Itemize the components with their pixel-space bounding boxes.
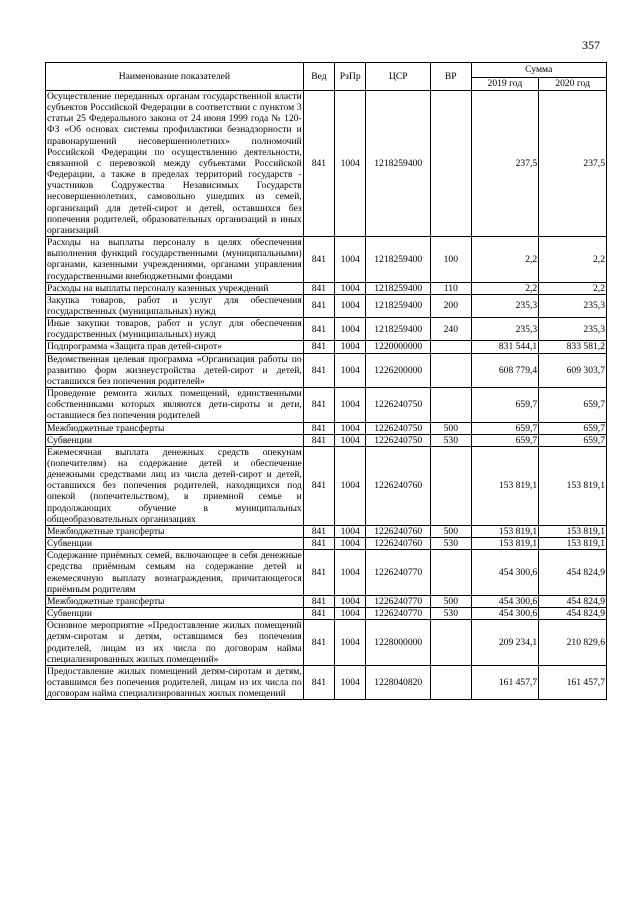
row-csr: 1218259400 [366,282,431,294]
row-ved: 841 [303,620,334,666]
table-row [46,294,607,317]
row-amount-2019: 454 300,6 [471,550,539,596]
row-rzpr: 1004 [335,434,366,446]
row-amount-2019: 659,7 [471,388,539,422]
row-amount-2020: 153 819,1 [539,538,607,550]
row-rzpr: 1004 [335,282,366,294]
row-vr: 100 [431,237,471,283]
row-amount-2020: 235,3 [539,318,607,341]
row-amount-2019: 235,3 [471,294,539,317]
row-name: Субвенции [46,434,304,446]
row-vr: 500 [431,525,471,537]
table-body [46,91,607,700]
row-vr: 530 [431,608,471,620]
row-amount-2020: 2,2 [539,237,607,283]
row-vr [431,446,471,525]
row-ved: 841 [303,538,334,550]
row-name: Иные закупки товаров, работ и услуг для обеспечения государственных (муниципальных) нужд [47,318,302,341]
table-row [46,665,607,699]
row-csr: 1228000000 [366,620,431,666]
row-name: Осуществление переданных органам государственной власти субъектов Российской Федерации в соответствии с пунктом 3 статьи 25 Федерального закона от 24 июня 1999 года № 120-ФЗ «Об основах системы профилактики безнадзорности и правонарушений несовершеннолетних» полномочий Российской Федерации по осуществлению деятельности, связанной с перевозкой между субъектами Российской Федерации, а также в пределах территорий государств - участников Содружества Независимых Государств несовершеннолетних, самовольно ушедших из семей, организаций для детей-сирот и детей, оставшихся без попечения родителей, образовательных организаций и иных организаций [47,91,302,236]
row-amount-2019: 209 234,1 [471,620,539,666]
row-amount-2019: 153 819,1 [471,525,539,537]
row-vr [431,665,471,699]
row-rzpr: 1004 [335,237,366,283]
row-csr: 1226200000 [366,353,431,387]
row-amount-2019: 161 457,7 [471,665,539,699]
row-amount-2020: 659,7 [539,434,607,446]
row-amount-2020: 454 824,9 [539,595,607,607]
row-amount-2019: 153 819,1 [471,538,539,550]
table-row [46,318,607,341]
row-csr: 1218259400 [366,91,431,237]
table-row [46,353,607,387]
row-name: Субвенции [46,608,304,620]
table-row [46,282,607,294]
table-row [46,237,607,283]
row-ved: 841 [303,422,334,434]
row-amount-2019: 2,2 [471,282,539,294]
row-amount-2020: 237,5 [539,91,607,237]
table-row [46,538,607,550]
row-amount-2019: 2,2 [471,237,539,283]
row-name: Субвенции [46,538,304,550]
row-amount-2019: 237,5 [471,91,539,237]
row-name: Подпрограмма «Защита прав детей-сирот» [46,341,304,353]
row-vr [431,353,471,387]
row-csr: 1226240750 [366,422,431,434]
row-ved: 841 [303,446,334,525]
row-amount-2019: 454 300,6 [471,595,539,607]
row-csr: 1226240770 [366,595,431,607]
row-csr: 1218259400 [366,237,431,283]
row-name: Ежемесячная выплата денежных средств опекунам (попечителям) на содержание детей и обеспечение денежными средствами лиц из числа детей-сирот и детей, оставшихся без попечения родителей, находящихся под опекой (попечительством), в приемной семье и продолжающих обучение в муниципальных общеобразовательных организациях [47,446,302,525]
row-rzpr: 1004 [335,608,366,620]
header-csr: ЦСР [366,63,431,91]
row-name: Межбюджетные трансферты [46,525,304,537]
row-amount-2020: 833 581,2 [539,341,607,353]
row-ved: 841 [303,525,334,537]
row-vr: 110 [431,282,471,294]
table-row [46,341,607,353]
row-name: Межбюджетные трансферты [46,422,304,434]
row-vr: 500 [431,595,471,607]
row-ved: 841 [303,665,334,699]
row-vr: 240 [431,318,471,341]
row-ved: 841 [303,91,334,237]
row-vr [431,388,471,422]
header-year-2020: 2020 год [539,78,607,91]
row-ved: 841 [303,318,334,341]
table-row [46,446,607,525]
row-ved: 841 [303,294,334,317]
row-rzpr: 1004 [335,388,366,422]
row-csr: 1226240760 [366,525,431,537]
row-csr: 1226240750 [366,434,431,446]
header-name: Наименование показателей [46,63,304,91]
row-amount-2020: 659,7 [539,388,607,422]
row-rzpr: 1004 [335,341,366,353]
row-amount-2020: 235,3 [539,294,607,317]
row-name: Ведомственная целевая программа «Организация работы по развитию форм жизнеустройства детей-сирот и детей, оставшихся без попечения родителей» [47,353,302,387]
row-name: Основное мероприятие «Предоставление жилых помещений детям-сиротам и детям, оставшимся без попечения родителей, лицам из их числа по договорам найма специализированных жилых помещений» [47,620,302,665]
row-name: Проведение ремонта жилых помещений, единственными собственниками которых являются дети-сироты и дети, оставшиеся без попечения родителей [47,388,302,422]
row-rzpr: 1004 [335,318,366,341]
row-rzpr: 1004 [335,538,366,550]
row-ved: 841 [303,550,334,596]
row-vr [431,620,471,666]
row-amount-2020: 609 303,7 [539,353,607,387]
row-amount-2019: 153 819,1 [471,446,539,525]
table-row [46,388,607,422]
row-amount-2020: 161 457,7 [539,665,607,699]
row-csr: 1228040820 [366,665,431,699]
row-csr: 1226240770 [366,608,431,620]
table-row [46,434,607,446]
row-rzpr: 1004 [335,525,366,537]
row-ved: 841 [303,341,334,353]
row-amount-2020: 210 829,6 [539,620,607,666]
row-csr: 1226240750 [366,388,431,422]
table-row [46,422,607,434]
row-amount-2020: 659,7 [539,422,607,434]
table-header [46,63,607,91]
table-row [46,91,607,237]
row-vr: 530 [431,434,471,446]
row-amount-2019: 608 779,4 [471,353,539,387]
row-rzpr: 1004 [335,550,366,596]
row-name: Межбюджетные трансферты [46,595,304,607]
table-row [46,608,607,620]
row-vr: 530 [431,538,471,550]
row-csr: 1218259400 [366,318,431,341]
row-amount-2019: 235,3 [471,318,539,341]
row-name: Предоставление жилых помещений детям-сиротам и детям, оставшимся без попечения родителей, лицам из их числа по договорам найма специализированных жилых помещений [47,665,302,700]
header-sum: Сумма [471,63,607,78]
header-year-2019: 2019 год [471,78,539,91]
row-vr: 200 [431,294,471,317]
header-rzpr: РзПр [335,63,366,91]
row-rzpr: 1004 [335,353,366,387]
row-name: Закупка товаров, работ и услуг для обеспечения государственных (муниципальных) нужд [47,294,302,317]
row-rzpr: 1004 [335,422,366,434]
row-csr: 1226240770 [366,550,431,596]
row-amount-2020: 454 824,9 [539,550,607,596]
budget-table [45,62,607,700]
row-amount-2019: 454 300,6 [471,608,539,620]
row-ved: 841 [303,388,334,422]
table-row [46,525,607,537]
table-row [46,550,607,596]
row-amount-2019: 831 544,1 [471,341,539,353]
row-rzpr: 1004 [335,294,366,317]
row-vr: 500 [431,422,471,434]
row-vr [431,550,471,596]
header-ved: Вед [303,63,334,91]
row-rzpr: 1004 [335,595,366,607]
row-csr: 1226240760 [366,538,431,550]
row-name: Расходы на выплаты персоналу казенных учреждений [46,282,304,294]
row-csr: 1220000000 [366,341,431,353]
row-amount-2020: 153 819,1 [539,525,607,537]
row-rzpr: 1004 [335,446,366,525]
row-name: Содержание приёмных семей, включающее в себя денежные средства приёмным семьям на содержание детей и ежемесячную выплату вознаграждения, причитающегося приёмным родителям [47,550,302,595]
row-ved: 841 [303,353,334,387]
row-amount-2019: 659,7 [471,422,539,434]
row-csr: 1218259400 [366,294,431,317]
row-ved: 841 [303,434,334,446]
page-number: 357 [582,38,600,52]
header-vr: ВР [431,63,471,91]
row-rzpr: 1004 [335,665,366,699]
row-ved: 841 [303,237,334,283]
row-rzpr: 1004 [335,91,366,237]
row-name: Расходы на выплаты персоналу в целях обеспечения выполнения функций государственными (муниципальными) органами, казенными учреждениями, органами управления государственными внебюджетными фондами [47,237,302,282]
row-amount-2020: 2,2 [539,282,607,294]
row-vr [431,341,471,353]
row-amount-2019: 659,7 [471,434,539,446]
row-vr [431,91,471,237]
table-row [46,620,607,666]
row-ved: 841 [303,595,334,607]
row-ved: 841 [303,608,334,620]
row-amount-2020: 153 819,1 [539,446,607,525]
row-rzpr: 1004 [335,620,366,666]
row-amount-2020: 454 824,9 [539,608,607,620]
table-row [46,595,607,607]
row-ved: 841 [303,282,334,294]
row-csr: 1226240760 [366,446,431,525]
